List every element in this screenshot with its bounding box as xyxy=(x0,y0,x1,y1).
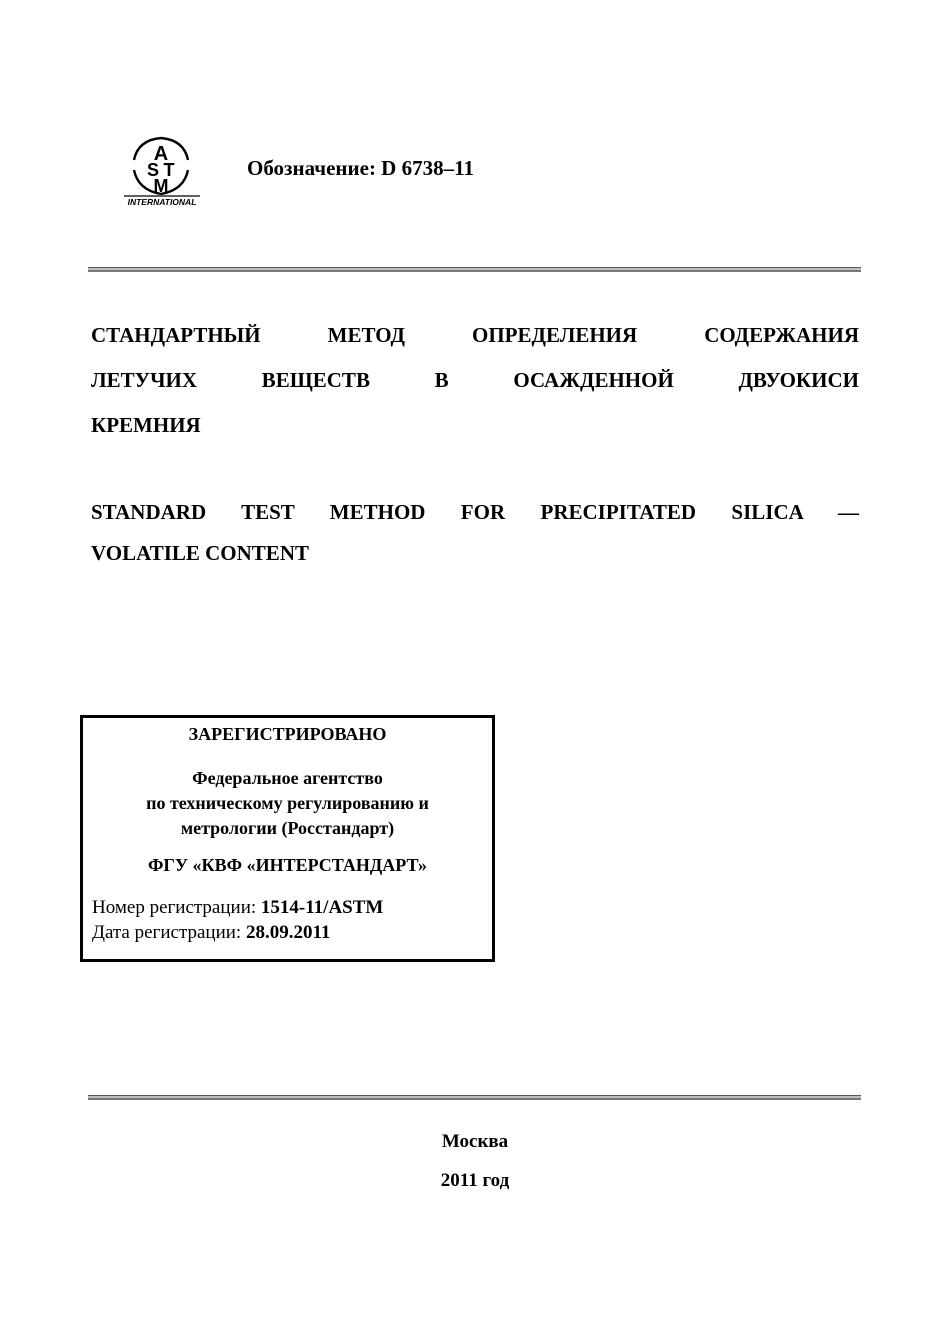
title-english xyxy=(91,495,859,577)
svg-text:M: M xyxy=(153,176,169,196)
registration-number-label: Номер регистрации: xyxy=(92,897,261,918)
registration-organization: ФГУ «КВФ «ИНТЕРСТАНДАРТ» xyxy=(147,855,428,875)
agency-line-2: по техническому регулированию и xyxy=(146,793,429,813)
registration-number xyxy=(92,897,383,919)
title-russian xyxy=(91,318,859,453)
registration-date-label: Дата регистрации: xyxy=(92,922,246,943)
title-en-line-2: VOLATILE CONTENT xyxy=(91,541,309,565)
svg-text:A: A xyxy=(153,143,169,165)
title-ru-line-1: СТАНДАРТНЫЙ МЕТОД ОПРЕДЕЛЕНИЯ СОДЕРЖАНИЯ xyxy=(91,323,859,347)
designation: Обозначение: D 6738–11 xyxy=(247,156,474,180)
registration-agency xyxy=(83,766,492,841)
publication-city: Москва xyxy=(441,1131,509,1152)
registration-date xyxy=(92,922,330,944)
registration-stamp xyxy=(80,715,495,962)
agency-line-1: Федеральное агентство xyxy=(192,768,383,788)
top-divider xyxy=(88,267,861,272)
registration-heading: ЗАРЕГИСТРИРОВАНО xyxy=(188,724,387,744)
svg-text:S: S xyxy=(146,160,160,180)
title-en-line-1: STANDARD TEST METHOD FOR PRECIPITATED SILICA — xyxy=(91,500,859,524)
registration-date-value: 28.09.2011 xyxy=(245,922,331,943)
publication-year: 2011 год xyxy=(440,1170,510,1191)
title-ru-line-2: ЛЕТУЧИХ ВЕЩЕСТВ В ОСАЖДЕННОЙ ДВУОКИСИ xyxy=(91,368,859,392)
svg-text:INTERNATIONAL: INTERNATIONAL xyxy=(127,197,197,207)
registration-number-value: 1514-11/ASTM xyxy=(260,897,384,918)
agency-line-3: метрологии (Росстандарт) xyxy=(180,818,395,838)
title-ru-line-3: КРЕМНИЯ xyxy=(91,413,201,437)
astm-logo xyxy=(116,132,206,208)
bottom-divider xyxy=(88,1095,861,1100)
svg-text:T: T xyxy=(163,160,175,180)
